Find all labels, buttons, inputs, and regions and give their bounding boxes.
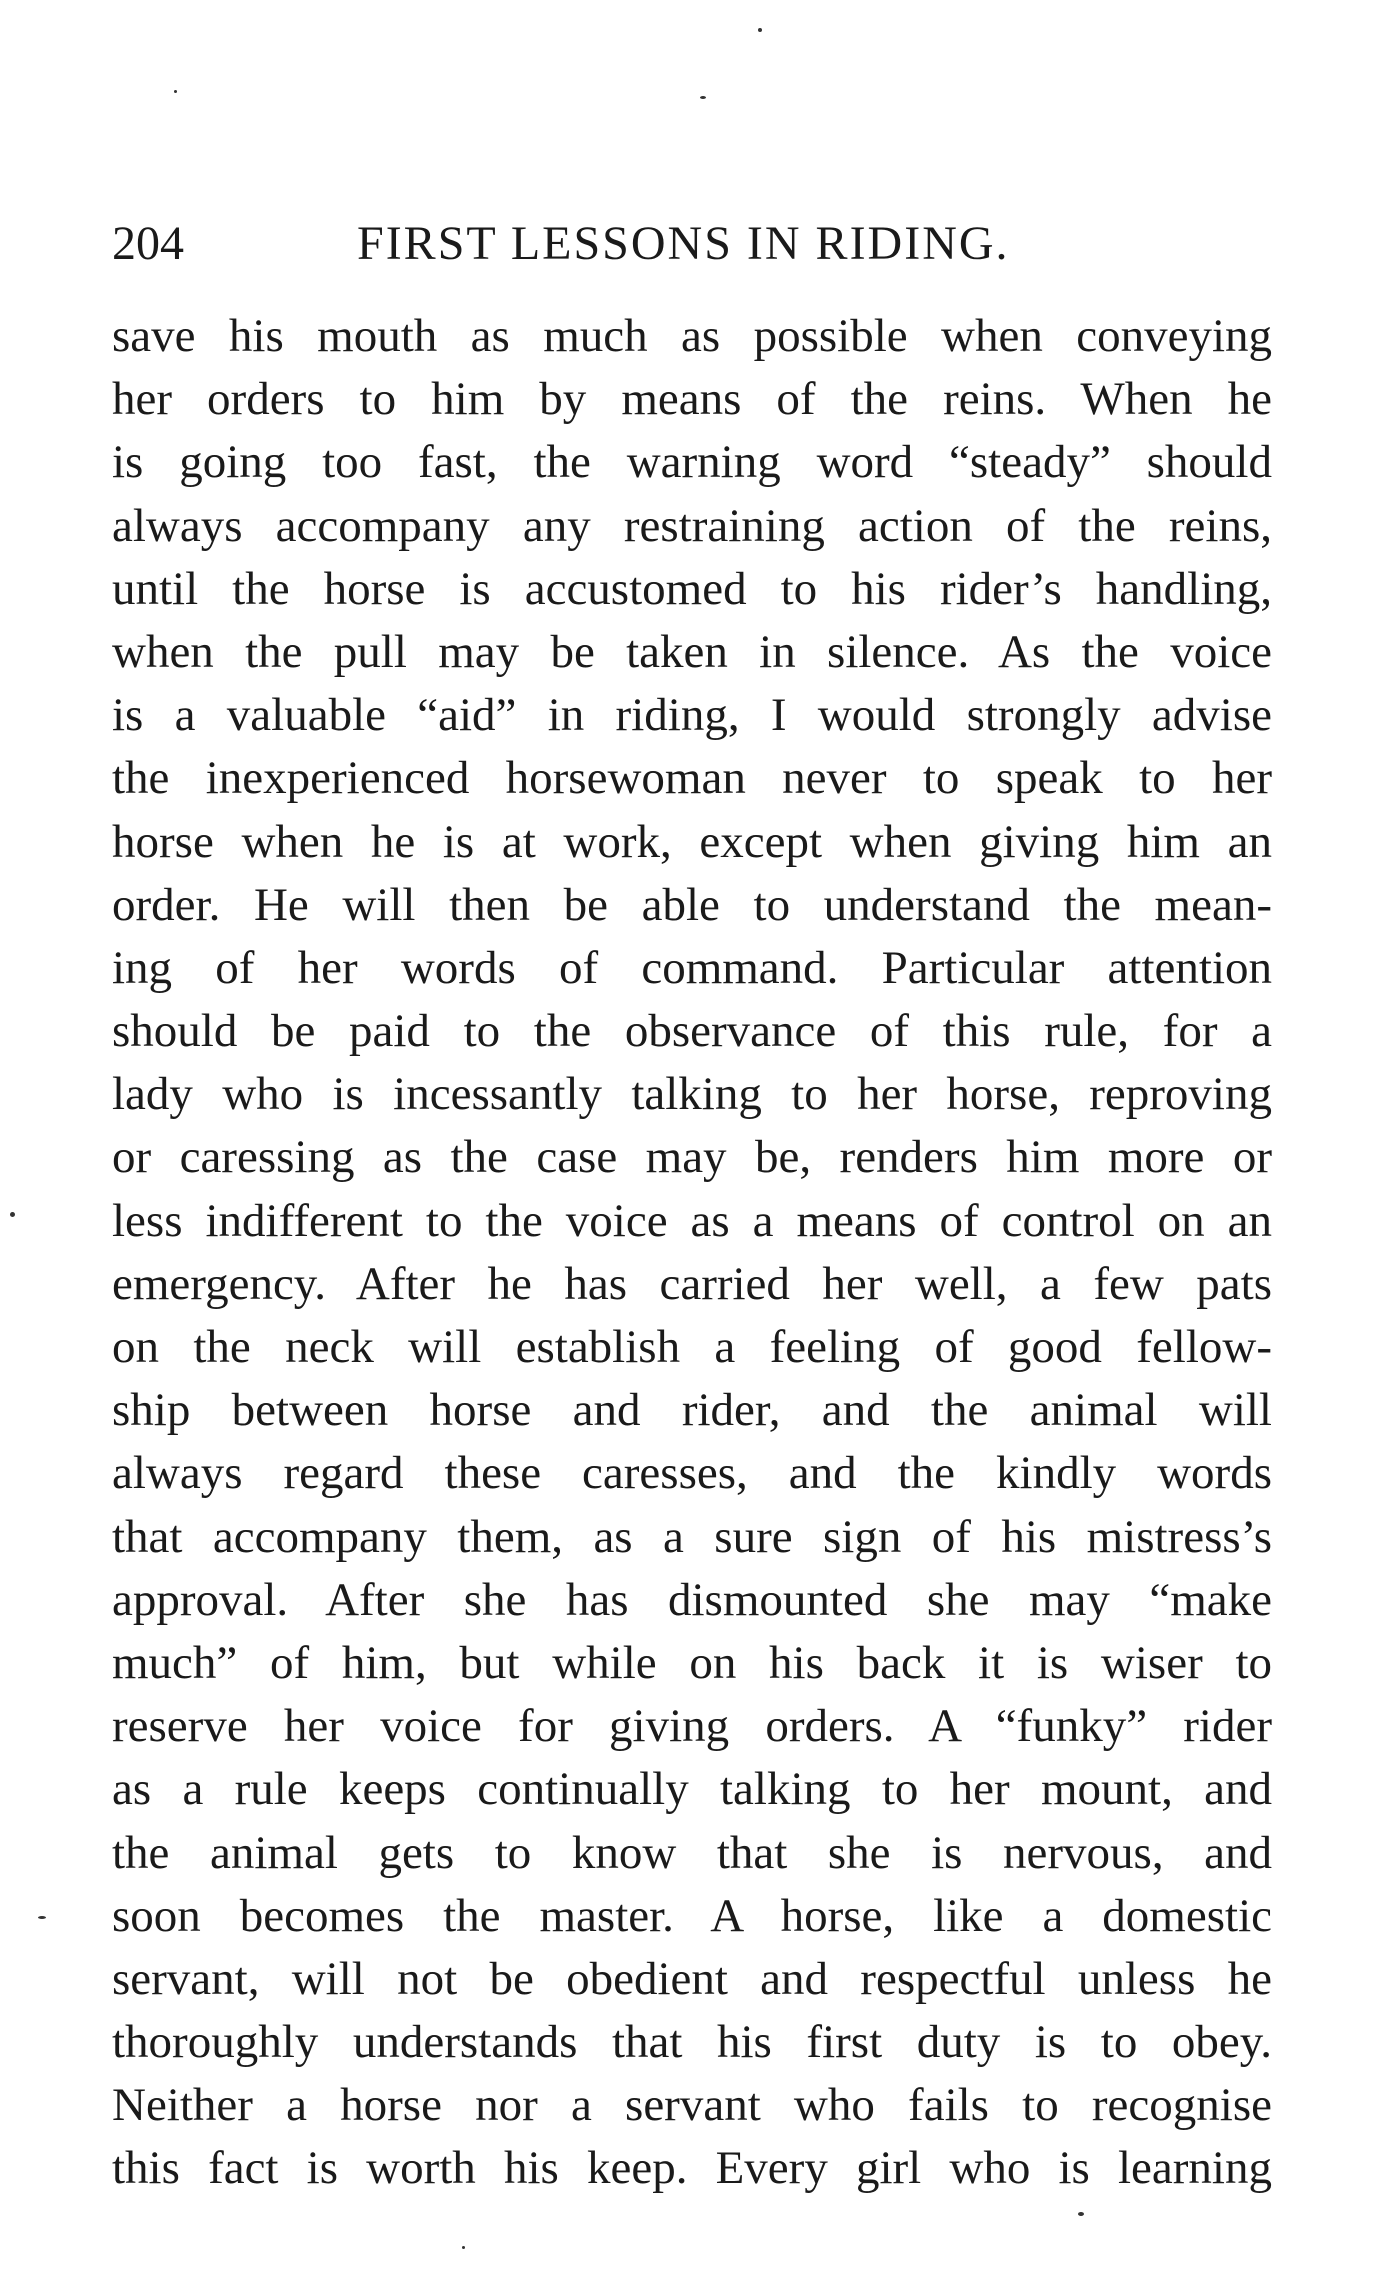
text-line: less indifferent to the voice as a means of control on an: [112, 1194, 1272, 1247]
text-line: that accompany them, as a sure sign of his mistress’s: [112, 1510, 1272, 1563]
text-line: until the horse is accustomed to his rider’s handling,: [112, 562, 1272, 615]
text-line: or caressing as the case may be, renders him more or: [112, 1131, 1272, 1184]
text-line: lady who is incessantly talking to her horse, reproving: [112, 1068, 1272, 1121]
text-line: should be paid to the observance of this rule, for a: [112, 1005, 1272, 1058]
page-number: 204: [112, 217, 184, 270]
text-line: on the neck will establish a feeling of good fellow-: [112, 1321, 1272, 1373]
text-line: reserve her voice for giving orders. A “funky” rider: [112, 1700, 1272, 1753]
text-line: horse when he is at work, except when giving him an: [112, 815, 1272, 868]
text-line: this fact is worth his keep. Every girl who is learning: [112, 2142, 1272, 2195]
text-line: Neither a horse nor a servant who fails to recognise: [112, 2079, 1272, 2132]
text-line: save his mouth as much as possible when conveying: [112, 310, 1272, 362]
text-line: the inexperienced horsewoman never to speak to her: [112, 752, 1272, 805]
text-line: the animal gets to know that she is nervous, and: [112, 1826, 1272, 1879]
text-line: servant, will not be obedient and respectful unless he: [112, 1952, 1272, 2005]
text-line: ing of her words of command. Particular attention: [112, 941, 1272, 994]
text-line: is going too fast, the warning word “steady” should: [112, 436, 1272, 489]
print-speck: [462, 2246, 465, 2249]
text-line: always regard these caresses, and the kindly words: [112, 1447, 1272, 1500]
text-line: soon becomes the master. A horse, like a domestic: [112, 1889, 1272, 1942]
text-line: is a valuable “aid” in riding, I would strongly advise: [112, 689, 1272, 742]
print-speck: [38, 1916, 46, 1919]
text-line: much” of him, but while on his back it is wiser to: [112, 1636, 1272, 1689]
print-speck: [10, 1212, 15, 1217]
text-line: emergency. After he has carried her well, a few pats: [112, 1257, 1272, 1310]
body-text: [112, 305, 1272, 2201]
running-head: [112, 214, 1272, 274]
print-speck: [700, 96, 706, 99]
print-speck: [758, 28, 762, 32]
print-speck: [1078, 2212, 1084, 2216]
text-line: ship between horse and rider, and the animal will: [112, 1384, 1272, 1437]
text-line: always accompany any restraining action of the reins,: [112, 499, 1272, 552]
text-line: when the pull may be taken in silence. As the voice: [112, 625, 1272, 678]
text-line: as a rule keeps continually talking to her mount, and: [112, 1763, 1272, 1816]
text-line: her orders to him by means of the reins. When he: [112, 373, 1272, 426]
text-line: order. He will then be able to understand the mean-: [112, 878, 1272, 931]
running-title: FIRST LESSONS IN RIDING.: [357, 217, 1010, 270]
print-speck: [174, 90, 177, 93]
text-line: thoroughly understands that his first duty is to obey.: [112, 2016, 1272, 2069]
text-line: approval. After she has dismounted she may “make: [112, 1573, 1272, 1626]
